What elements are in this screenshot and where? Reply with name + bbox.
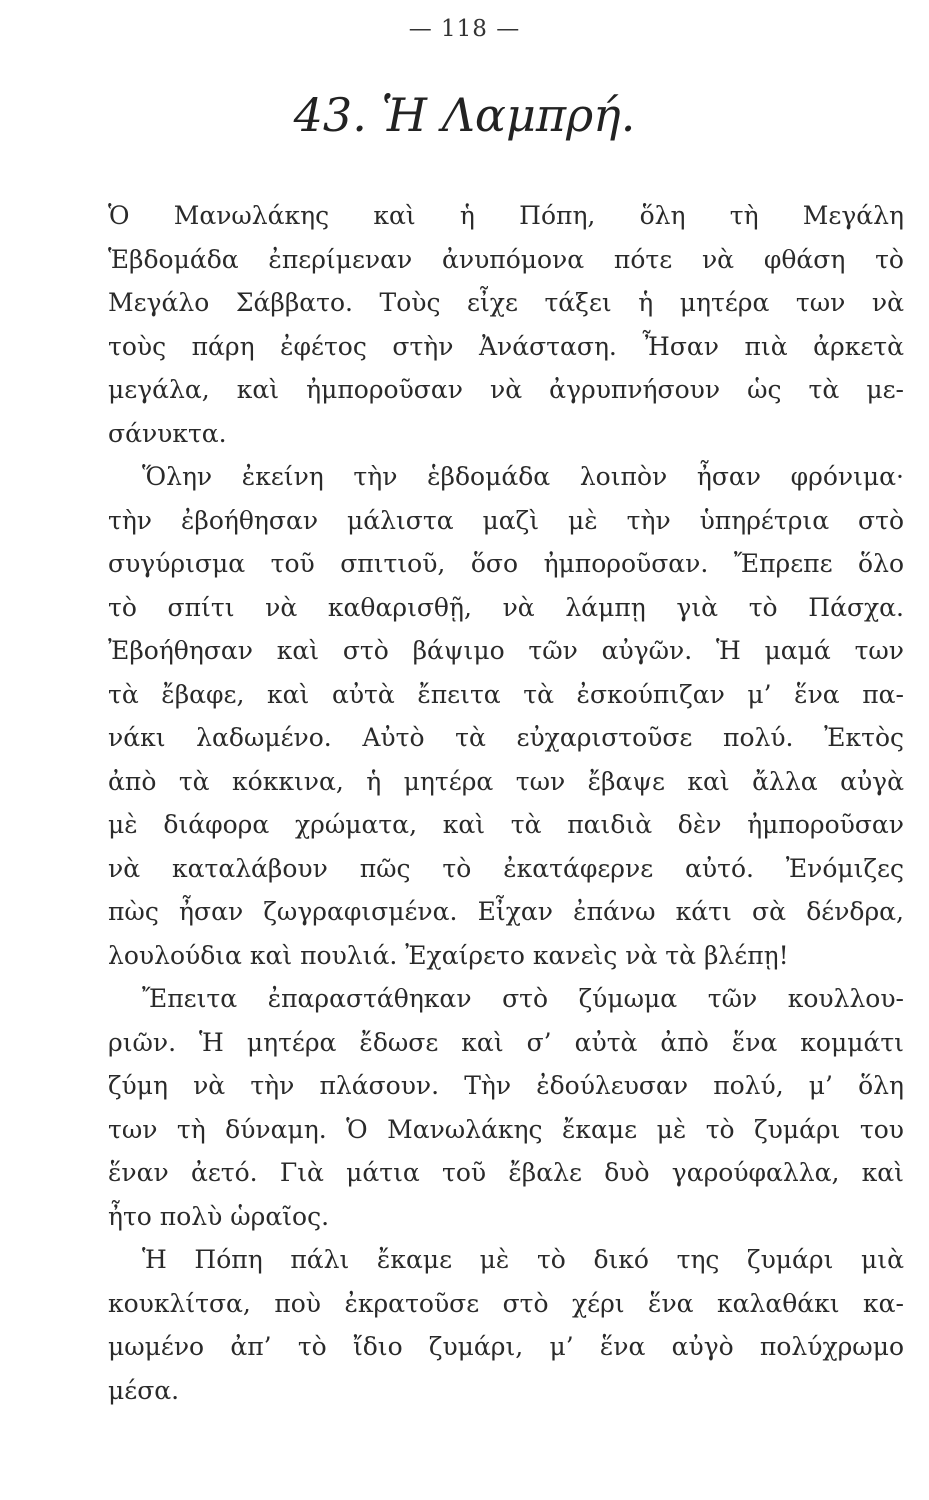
text-line: μωμένο ἀπ’ τὸ ἴδιο ζυμάρι, μ’ ἕνα αὐγὸ πολύχρωμο xyxy=(108,1332,904,1361)
text-line: Ἡ Πόπη πάλι ἔκαμε μὲ τὸ δικό της ζυμάρι μιὰ xyxy=(142,1245,904,1274)
text-line: νὰ καταλάβουν πῶς τὸ ἐκατάφερνε αὐτό. Ἐνόμιζες xyxy=(108,853,904,883)
page-number: — 118 — xyxy=(408,16,521,42)
body-text xyxy=(108,194,904,1412)
text-line: τὰ ἔβαφε, καὶ αὐτὰ ἔπειτα τὰ ἐσκούπιζαν μ’ ἕνα πα- xyxy=(108,679,904,709)
text-line: μεγάλα, καὶ ἠμποροῦσαν νὰ ἀγρυπνήσουν ὡς τὰ με- xyxy=(108,375,904,404)
chapter-title: 43. Ἡ Λαμπρή. xyxy=(293,88,636,142)
text-line: Ὁ Μανωλάκης καὶ ἡ Πόπη, ὅλη τὴ Μεγάλη xyxy=(108,201,904,230)
text-line: των τὴ δύναμη. Ὁ Μανωλάκης ἔκαμε μὲ τὸ ζυμάρι του xyxy=(108,1114,904,1144)
text-line: τὸ σπίτι νὰ καθαρισθῇ, νὰ λάμπῃ γιὰ τὸ Πάσχα. xyxy=(108,592,904,622)
text-line: Ὅλην ἐκείνη τὴν ἑβδομάδα λοιπὸν ἦσαν φρόνιμα· xyxy=(142,462,904,491)
text-line: τὴν ἐβοήθησαν μάλιστα μαζὶ μὲ τὴν ὑπηρέτρια στὸ xyxy=(108,505,904,535)
text-line: Ἔπειτα ἐπαραστάθηκαν στὸ ζύμωμα τῶν κουλλου- xyxy=(142,984,904,1013)
text-line: λουλούδια καὶ πουλιά. Ἐχαίρετο κανεὶς νὰ τὰ βλέπῃ! xyxy=(108,940,789,970)
text-line: κουκλίτσα, ποὺ ἐκρατοῦσε στὸ χέρι ἕνα καλαθάκι κα- xyxy=(108,1288,904,1318)
text-line: ζύμη νὰ τὴν πλάσουν. Τὴν ἐδούλευσαν πολύ, μ’ ὅλη xyxy=(108,1071,904,1100)
text-line: ριῶν. Ἡ μητέρα ἔδωσε καὶ σ’ αὐτὰ ἀπὸ ἕνα κομμάτι xyxy=(108,1027,904,1057)
text-line: Ἑβδομάδα ἐπερίμεναν ἀνυπόμονα πότε νὰ φθάση τὸ xyxy=(108,244,904,274)
text-line: μέσα. xyxy=(108,1375,180,1405)
text-line: Μεγάλο Σάββατο. Τοὺς εἶχε τάξει ἡ μητέρα των νὰ xyxy=(108,288,904,317)
text-line: ἦτο πολὺ ὡραῖος. xyxy=(108,1201,330,1231)
text-line: τοὺς πάρη ἐφέτος στὴν Ἀνάσταση. Ἦσαν πιὰ ἀρκετὰ xyxy=(108,331,904,361)
text-line: μὲ διάφορα χρώματα, καὶ τὰ παιδιὰ δὲν ἠμποροῦσαν xyxy=(108,810,904,839)
text-line: ἀπὸ τὰ κόκκινα, ἡ μητέρα των ἔβαψε καὶ ἄλλα αὐγὰ xyxy=(108,766,904,796)
text-line: σάνυκτα. xyxy=(108,418,227,448)
text-line: ἕναν ἀετό. Γιὰ μάτια τοῦ ἔβαλε δυὸ γαρούφαλλα, καὶ xyxy=(108,1158,904,1187)
text-line: Ἐβοήθησαν καὶ στὸ βάψιμο τῶν αὐγῶν. Ἡ μαμά των xyxy=(108,636,904,665)
text-line: νάκι λαδωμένο. Αὐτὸ τὰ εὐχαριστοῦσε πολύ. Ἐκτὸς xyxy=(108,723,904,752)
text-line: συγύρισμα τοῦ σπιτιοῦ, ὅσο ἠμποροῦσαν. Ἔπρεπε ὅλο xyxy=(108,549,904,578)
text-line: πὼς ἦσαν ζωγραφισμένα. Εἶχαν ἐπάνω κάτι σὰ δένδρα, xyxy=(108,897,904,926)
